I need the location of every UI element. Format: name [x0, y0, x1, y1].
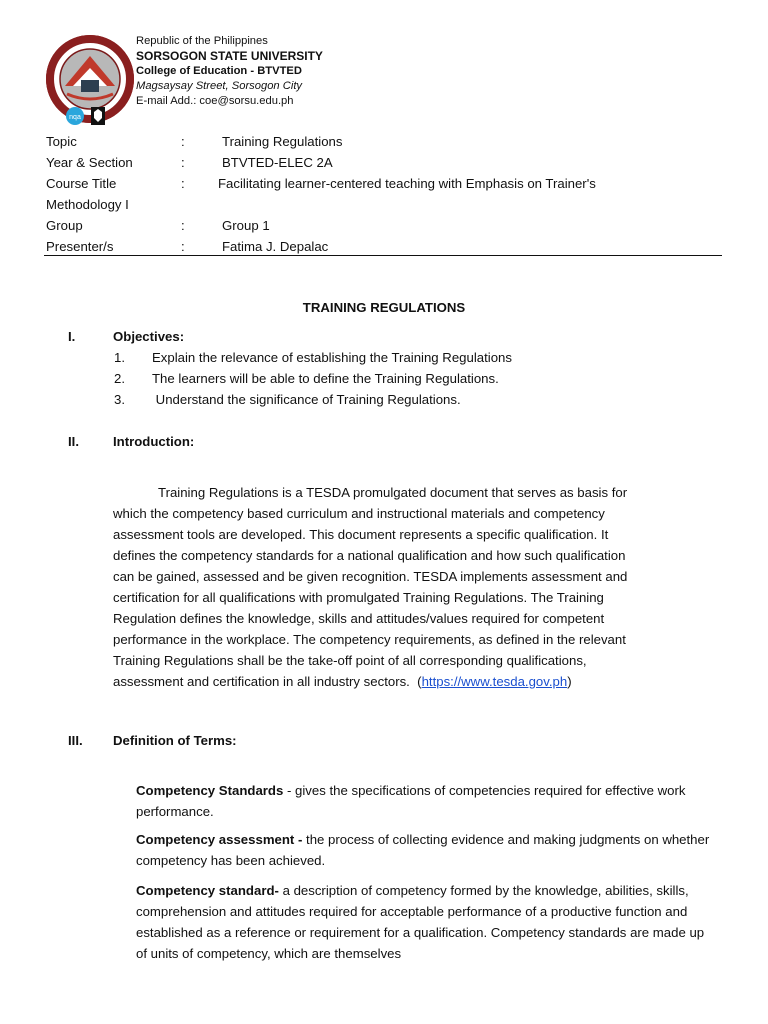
meta-value: Training Regulations	[222, 134, 343, 149]
section-label: Introduction:	[113, 434, 195, 449]
objective-number: 3.	[114, 392, 125, 407]
definition-text: a description of competency formed by the knowledge, abilities, skills, comprehension and attitudes required for acceptable performance of a productive function and established as a reference or requirement for a qualification. Competency standards are made up of units of competency, which are themselves	[136, 883, 705, 961]
objective-number: 2.	[114, 371, 125, 386]
meta-value: Facilitating learner-centered teaching with Emphasis on Trainer's	[218, 176, 596, 191]
paragraph-line: Training Regulations is a TESDA promulgated document that serves as basis for	[158, 485, 628, 500]
meta-value: Fatima J. Depalac	[222, 239, 329, 254]
tesda-link[interactable]: https://www.tesda.gov.ph	[421, 674, 568, 689]
meta-value: BTVTED-ELEC 2A	[222, 155, 333, 170]
objective-number: 1.	[114, 350, 125, 365]
definition-text: - gives the specifications of competencies required for effective work performance.	[136, 783, 686, 819]
header-divider	[44, 255, 722, 256]
meta-colon: :	[181, 218, 185, 233]
meta-key: Methodology I	[46, 197, 129, 212]
certification-badges	[64, 106, 106, 129]
definition-item	[136, 780, 710, 822]
document-title: TRAINING REGULATIONS	[302, 300, 466, 315]
meta-key: Presenter/s	[46, 239, 114, 254]
paragraph-text: assessment and certification in all industry sectors. (	[113, 674, 422, 689]
definition-term: Competency assessment -	[136, 832, 303, 847]
paragraph-line	[113, 671, 713, 692]
objective-text: Explain the relevance of establishing the Training Regulations	[152, 350, 512, 365]
paragraph-line: defines the competency standards for a national qualification and how such qualification	[113, 548, 626, 563]
paragraph-line: Training Regulations shall be the take-off point of all corresponding qualifications,	[113, 653, 587, 668]
email-line: E-mail Add.: coe@sorsu.edu.ph	[136, 95, 294, 107]
objective-text: Understand the significance of Training Regulations.	[152, 392, 461, 407]
section-number: I.	[68, 329, 76, 344]
introduction-paragraph	[113, 482, 713, 692]
address-line: Magsaysay Street, Sorsogon City	[136, 80, 303, 92]
paragraph-text: )	[567, 674, 572, 689]
definition-text: the process of collecting evidence and making judgments on whether competency has been achieved.	[136, 832, 710, 868]
paragraph-line: performance in the workplace. The competency requirements, as defined in the relevant	[113, 632, 626, 647]
university-name: SORSOGON STATE UNIVERSITY	[136, 49, 323, 63]
meta-colon: :	[181, 176, 185, 191]
definition-item	[136, 880, 710, 964]
meta-value: Group 1	[222, 218, 270, 233]
section-number: III.	[68, 733, 83, 748]
definition-item	[136, 829, 710, 871]
nqa-badge-icon	[64, 106, 86, 129]
meta-colon: :	[181, 134, 185, 149]
definition-term: Competency Standards	[136, 783, 284, 798]
section-label: Definition of Terms:	[113, 733, 237, 748]
definition-term: Competency standard-	[136, 883, 279, 898]
meta-colon: :	[181, 155, 185, 170]
meta-key: Group	[46, 218, 83, 233]
meta-key: Course Title	[46, 176, 117, 191]
iso-badge-icon	[90, 106, 106, 129]
college-name: College of Education - BTVTED	[136, 65, 302, 77]
section-number: II.	[68, 434, 79, 449]
meta-colon: :	[181, 239, 185, 254]
paragraph-line: assessment tools are developed. This document represents a specific qualification. It	[113, 527, 609, 542]
meta-key: Topic	[46, 134, 77, 149]
paragraph-line: Regulation defines the knowledge, skills and attitudes/values required for competent	[113, 611, 605, 626]
meta-key: Year & Section	[46, 155, 133, 170]
republic-line: Republic of the Philippines	[136, 35, 268, 47]
svg-text:nqa: nqa	[69, 114, 81, 121]
paragraph-line: can be gained, assessed and be given recognition. TESDA implements assessment and	[113, 569, 628, 584]
section-label: Objectives:	[113, 329, 185, 344]
paragraph-line: certification for all qualifications with promulgated Training Regulations. The Training	[113, 590, 604, 605]
letterhead	[136, 34, 323, 109]
objective-text: The learners will be able to define the Training Regulations.	[152, 371, 499, 386]
paragraph-line: which the competency based curriculum and instructional materials and competency	[113, 506, 605, 521]
